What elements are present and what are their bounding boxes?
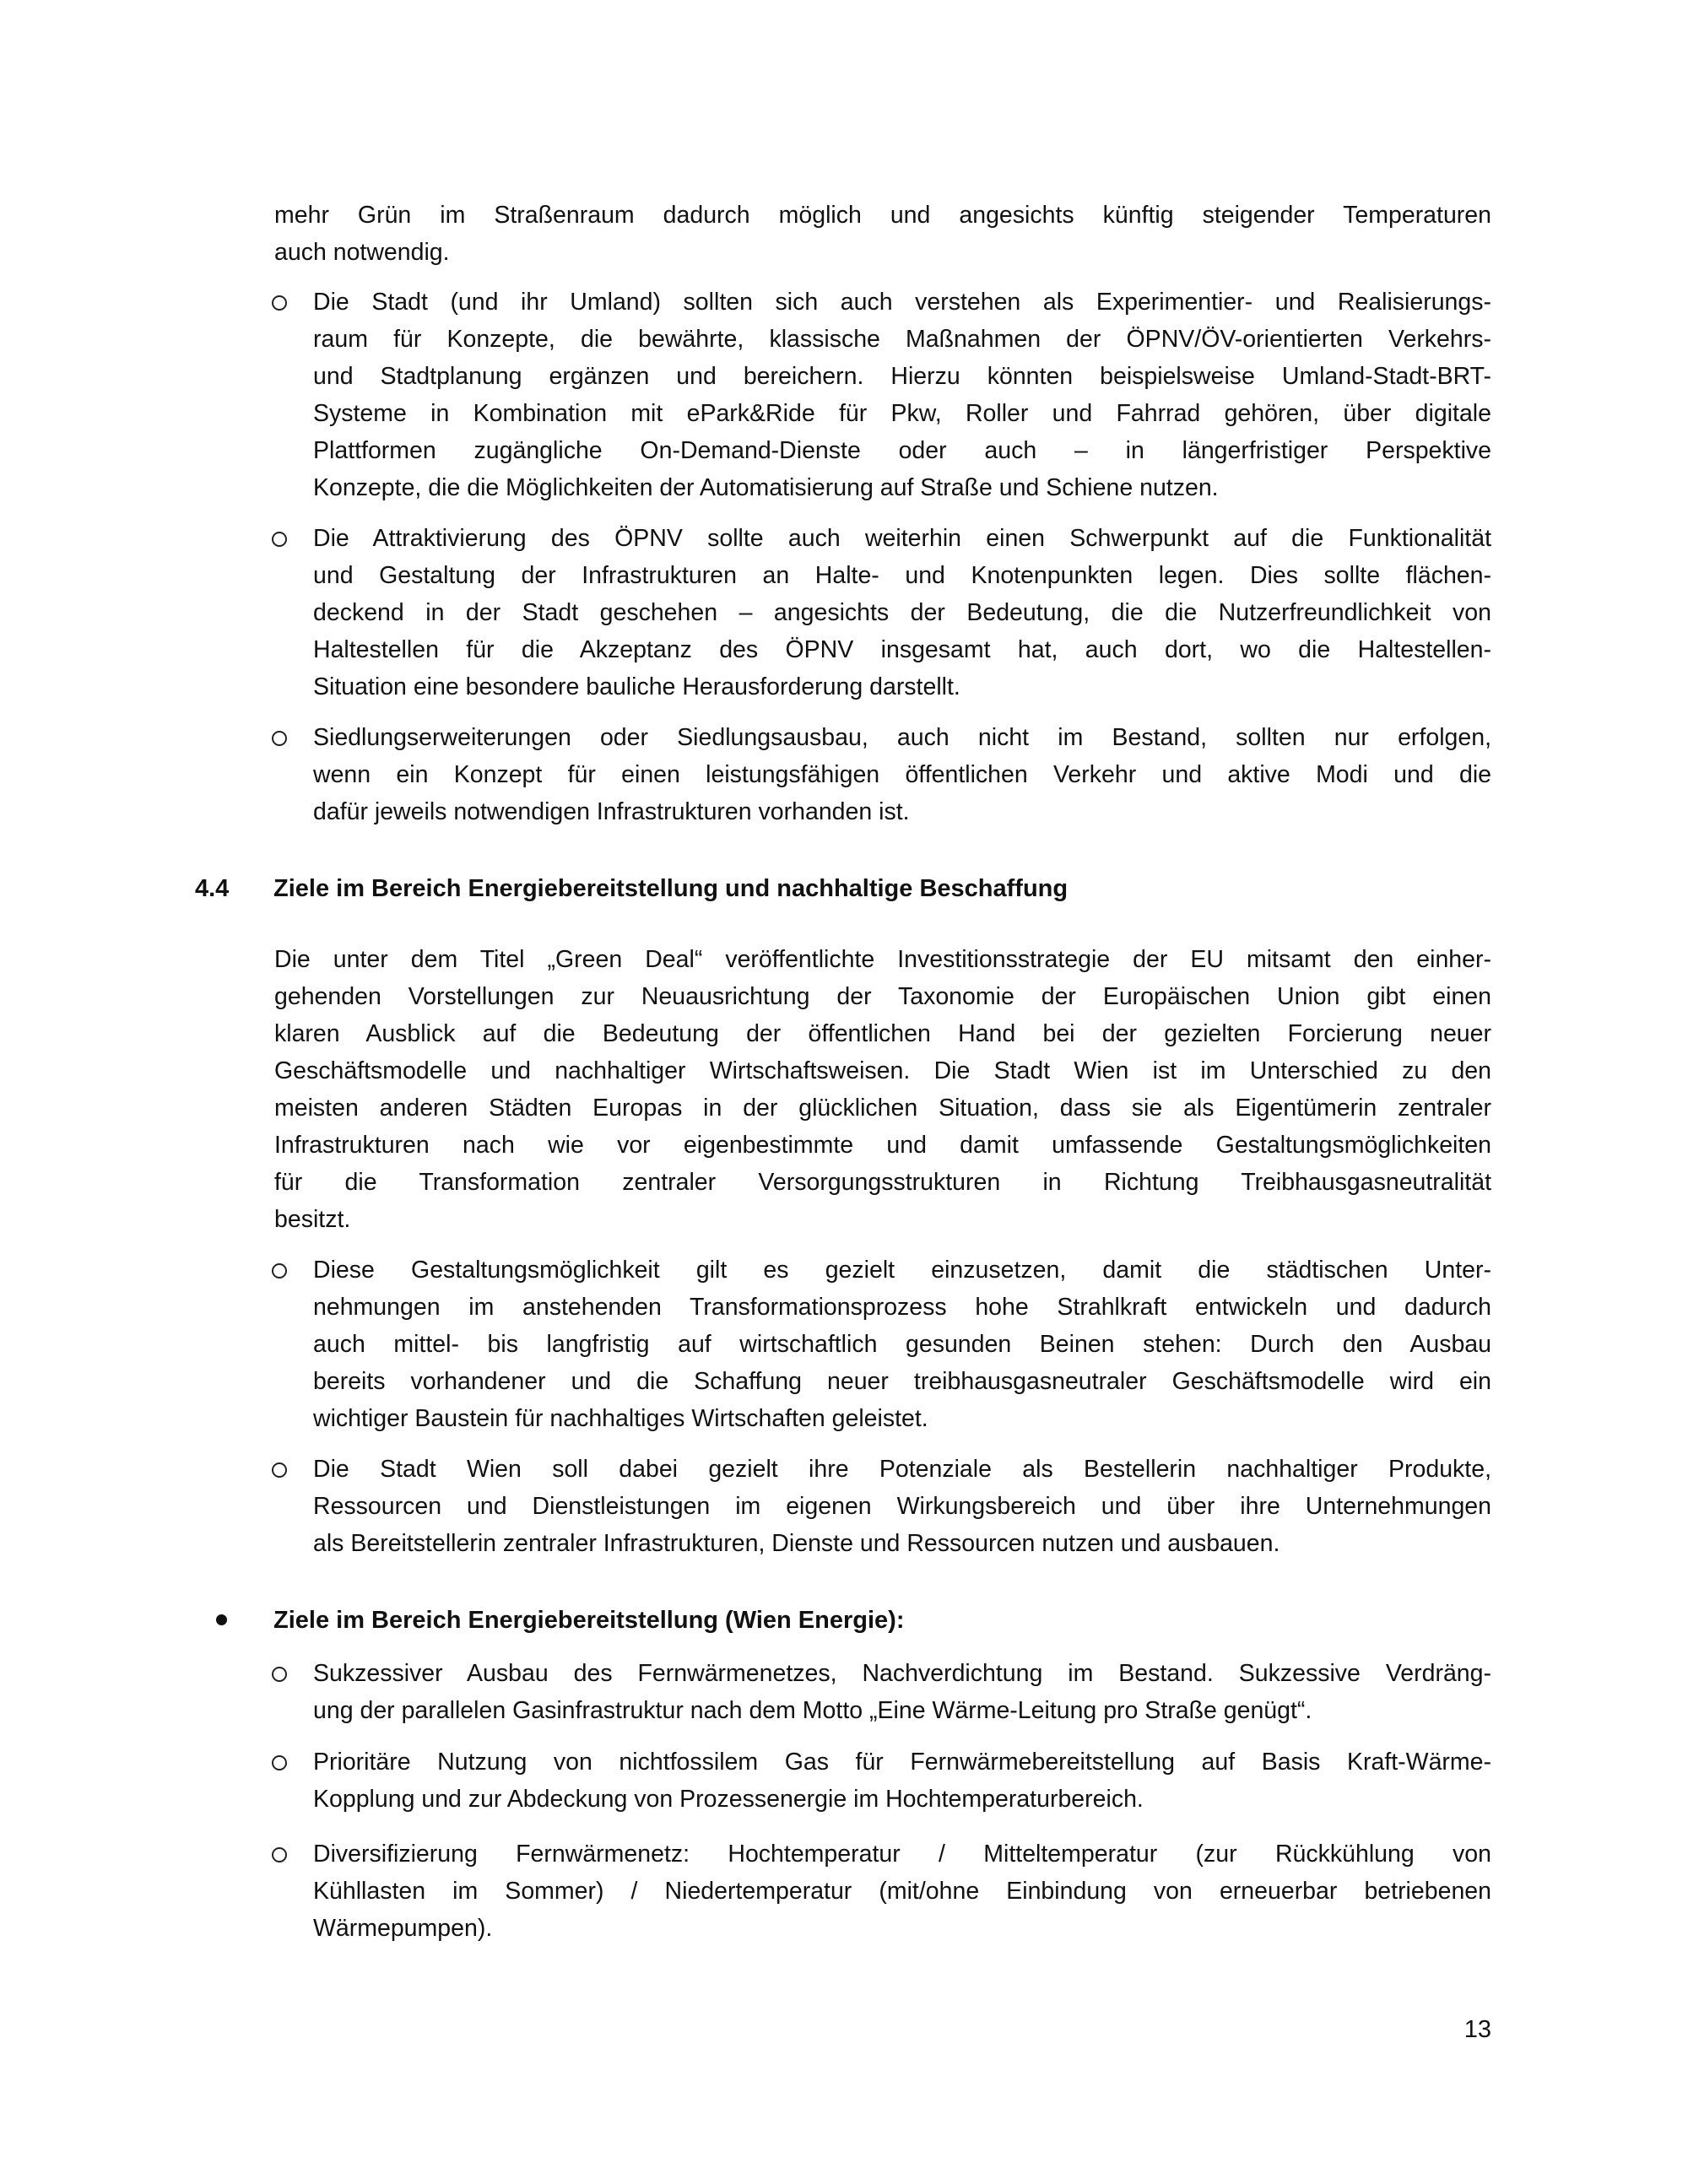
energy-item-2 (313, 1743, 1491, 1818)
section-paragraph (274, 941, 1491, 1238)
mobility-bullet-1 (313, 284, 1491, 506)
circle-bullet-icon (272, 1451, 297, 1488)
energy-item-1 (313, 1655, 1491, 1729)
bullet-line: dafür jeweils notwendigen Infrastrukturen vorhanden ist. (313, 798, 910, 825)
bullet-line: ung der parallelen Gasinfrastruktur nach dem Motto „Eine Wärme-Leitung pro Straße genügt“. (313, 1697, 1312, 1724)
circle-bullet-icon (272, 1655, 297, 1692)
paragraph-line: Infrastrukturen nach wie vor eigenbestimmte und damit umfassende Gestaltungsmöglichkeiten (274, 1132, 1491, 1159)
paragraph-line: meisten anderen Städten Europas in der glücklichen Situation, dass sie als Eigentümerin zentraler (274, 1095, 1491, 1122)
circle-bullet-icon (272, 1743, 297, 1781)
bullet-line: Plattformen zugängliche On-Demand-Dienste oder auch – in längerfristiger Perspektive (313, 437, 1491, 464)
circle-bullet-icon (272, 719, 297, 756)
page-number: 13 (1463, 2016, 1491, 2043)
circle-bullet-icon (272, 284, 297, 321)
circle-bullet-icon (272, 1835, 297, 1873)
bullet-line: und Stadtplanung ergänzen und bereichern. Hierzu könnten beispielsweise Umland-Stadt-BRT- (313, 363, 1491, 390)
bullet-line: Siedlungserweiterungen oder Siedlungsausbau, auch nicht im Bestand, sollten nur erfolgen, (313, 724, 1491, 751)
section-number: 4.4 (195, 875, 230, 902)
paragraph-line: besitzt. (274, 1206, 351, 1233)
section-bullet-2 (313, 1451, 1491, 1562)
intro-paragraph (274, 197, 1491, 271)
paragraph-line: für die Transformation zentraler Versorgungsstrukturen in Richtung Treibhausgasneutralität (274, 1169, 1491, 1196)
bullet-line: Konzepte, die die Möglichkeiten der Automatisierung auf Straße und Schiene nutzen. (313, 474, 1219, 501)
paragraph-line: mehr Grün im Straßenraum dadurch möglich und angesichts künftig steigender Temperaturen (274, 202, 1491, 229)
bullet-line: Die Stadt Wien soll dabei gezielt ihre Potenziale als Bestellerin nachhaltiger Produkte, (313, 1456, 1491, 1483)
bullet-line: wenn ein Konzept für einen leistungsfähigen öffentlichen Verkehr und aktive Modi und die (313, 761, 1491, 788)
paragraph-line: auch notwendig. (274, 239, 450, 266)
paragraph-line: gehenden Vorstellungen zur Neuausrichtung der Taxonomie der Europäischen Union gibt einen (274, 983, 1491, 1010)
bullet-line: Diese Gestaltungsmöglichkeit gilt es gezielt einzusetzen, damit die städtischen Unter- (313, 1257, 1491, 1284)
bullet-line: bereits vorhandener und die Schaffung neuer treibhausgasneutraler Geschäftsmodelle wird ein (313, 1368, 1491, 1395)
bullet-line: Systeme in Kombination mit ePark&Ride für Pkw, Roller und Fahrrad gehören, über digitale (313, 400, 1491, 427)
bullet-line: deckend in der Stadt geschehen – angesichts der Bedeutung, die die Nutzerfreundlichkeit von (313, 599, 1491, 626)
paragraph-line: Die unter dem Titel „Green Deal“ veröffentlichte Investitionsstrategie der EU mitsamt den einher- (274, 946, 1491, 973)
circle-bullet-icon (272, 1251, 297, 1289)
bullet-line: Wärmepumpen). (313, 1915, 493, 1942)
bullet-line: auch mittel- bis langfristig auf wirtschaftlich gesunden Beinen stehen: Durch den Ausbau (313, 1331, 1491, 1358)
bullet-line: Ressourcen und Dienstleistungen im eigenen Wirkungsbereich und über ihre Unternehmungen (313, 1493, 1491, 1520)
bullet-line: nehmungen im anstehenden Transformationsprozess hohe Strahlkraft entwickeln und dadurch (313, 1294, 1491, 1321)
bullet-line: raum für Konzepte, die bewährte, klassische Maßnahmen der ÖPNV/ÖV-orientierten Verkehrs- (313, 326, 1491, 353)
section-title: Ziele im Bereich Energiebereitstellung und nachhaltige Beschaffung (273, 875, 1069, 902)
mobility-bullet-3 (313, 719, 1491, 830)
bullet-line: Diversifizierung Fernwärmenetz: Hochtemperatur / Mitteltemperatur (zur Rückkühlung von (313, 1841, 1491, 1868)
bullet-line: Situation eine besondere bauliche Herausforderung darstellt. (313, 673, 960, 700)
bullet-line: Die Stadt (und ihr Umland) sollten sich auch verstehen als Experimentier- und Realisierungs- (313, 289, 1491, 316)
bullet-line: Haltestellen für die Akzeptanz des ÖPNV insgesamt hat, auch dort, wo die Haltestellen- (313, 636, 1491, 663)
paragraph-line: klaren Ausblick auf die Bedeutung der öffentlichen Hand bei der gezielten Forcierung neuer (274, 1020, 1491, 1047)
section-bullet-1 (313, 1251, 1491, 1437)
bullet-line: Kopplung und zur Abdeckung von Prozessenergie im Hochtemperaturbereich. (313, 1786, 1144, 1813)
bullet-line: Prioritäre Nutzung von nichtfossilem Gas für Fernwärmebereitstellung auf Basis Kraft-Wärme- (313, 1749, 1491, 1776)
mobility-bullet-2 (313, 520, 1491, 705)
bullet-line: und Gestaltung der Infrastrukturen an Halte- und Knotenpunkten legen. Dies sollte flächen- (313, 562, 1491, 589)
energy-item-3 (313, 1835, 1491, 1947)
bullet-line: wichtiger Baustein für nachhaltiges Wirtschaften geleistet. (313, 1405, 928, 1432)
bullet-line: Kühllasten im Sommer) / Niedertemperatur (mit/ohne Einbindung von erneuerbar betriebenen (313, 1878, 1491, 1905)
bullet-line: als Bereitstellerin zentraler Infrastrukturen, Dienste und Ressourcen nutzen und ausbauen. (313, 1530, 1280, 1557)
energy-goals-title: Ziele im Bereich Energiebereitstellung (Wien Energie): (273, 1607, 905, 1634)
circle-bullet-icon (272, 520, 297, 557)
filled-bullet-icon (216, 1614, 227, 1625)
bullet-line: Sukzessiver Ausbau des Fernwärmenetzes, Nachverdichtung im Bestand. Sukzessive Verdräng- (313, 1660, 1491, 1687)
paragraph-line: Geschäftsmodelle und nachhaltiger Wirtschaftsweisen. Die Stadt Wien ist im Unterschied zu den (274, 1057, 1491, 1084)
bullet-line: Die Attraktivierung des ÖPNV sollte auch weiterhin einen Schwerpunkt auf die Funktionalität (313, 525, 1491, 552)
